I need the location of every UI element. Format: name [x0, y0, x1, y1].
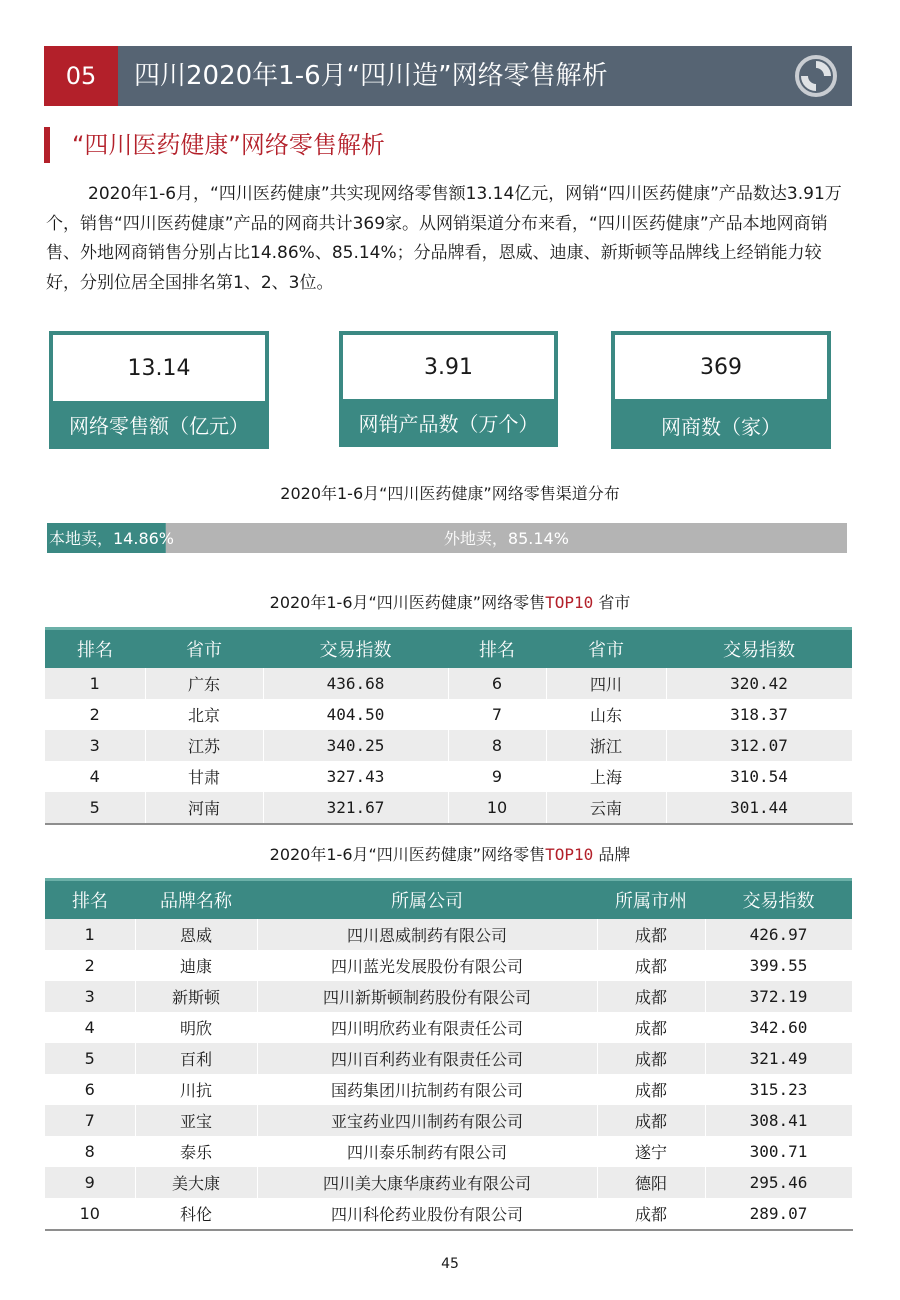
province-table-title [0, 590, 900, 613]
kpi-value: 369 [615, 335, 827, 399]
table-row [45, 1074, 852, 1105]
table-cell: 科伦 [135, 1198, 257, 1230]
table-cell: 泰乐 [135, 1136, 257, 1167]
table-cell: 山东 [546, 699, 666, 730]
table-cell: 3 [45, 981, 135, 1012]
column-header: 品牌名称 [135, 880, 257, 920]
table-row [45, 668, 852, 699]
table-cell: 美大康 [135, 1167, 257, 1198]
table-cell: 四川美大康华康药业有限公司 [257, 1167, 597, 1198]
table-cell: 成都 [597, 1105, 705, 1136]
column-header: 排名 [448, 629, 546, 669]
section-marker [44, 127, 50, 163]
title-highlight: TOP10 [545, 593, 594, 612]
table-row [45, 1136, 852, 1167]
table-cell: 5 [45, 792, 145, 824]
table-cell: 399.55 [705, 950, 852, 981]
table-cell: 河南 [145, 792, 263, 824]
kpi-label: 网商数（家） [661, 415, 781, 439]
table-cell: 四川明欣药业有限责任公司 [257, 1012, 597, 1043]
table-row [45, 761, 852, 792]
table-cell: 江苏 [145, 730, 263, 761]
title-prefix: 2020年1-6月“四川医药健康”网络零售 [269, 593, 546, 612]
table-cell: 289.07 [705, 1198, 852, 1230]
table-cell: 明欣 [135, 1012, 257, 1043]
kpi-card-merchants [611, 331, 831, 449]
title-highlight: TOP10 [545, 845, 594, 864]
table-cell: 遂宁 [597, 1136, 705, 1167]
title-suffix: 品牌 [598, 845, 631, 864]
table-row [45, 981, 852, 1012]
table-cell: 318.37 [666, 699, 852, 730]
column-header: 交易指数 [666, 629, 852, 669]
table-cell: 新斯顿 [135, 981, 257, 1012]
kpi-card-sales [49, 331, 269, 449]
table-cell: 4 [45, 1012, 135, 1043]
channel-chart-title: 2020年1-6月“四川医药健康”网络零售渠道分布 [280, 484, 620, 503]
table-cell: 312.07 [666, 730, 852, 761]
table-row [45, 1167, 852, 1198]
table-cell: 1 [45, 919, 135, 950]
kpi-card-products [339, 331, 558, 447]
table-cell: 7 [448, 699, 546, 730]
table-cell: 342.60 [705, 1012, 852, 1043]
table-row [45, 950, 852, 981]
table-cell: 321.49 [705, 1043, 852, 1074]
table-header-row [45, 880, 852, 920]
column-header: 省市 [546, 629, 666, 669]
table-cell: 327.43 [263, 761, 448, 792]
table-cell: 7 [45, 1105, 135, 1136]
table-cell: 2 [45, 699, 145, 730]
table-cell: 浙江 [546, 730, 666, 761]
table-cell: 成都 [597, 1012, 705, 1043]
table-cell: 295.46 [705, 1167, 852, 1198]
column-header: 交易指数 [705, 880, 852, 920]
table-cell: 成都 [597, 1043, 705, 1074]
table-cell: 2 [45, 950, 135, 981]
kpi-label: 网销产品数（万个） [358, 412, 539, 436]
table-cell: 404.50 [263, 699, 448, 730]
table-cell: 1 [45, 668, 145, 699]
table-cell: 成都 [597, 950, 705, 981]
table-cell: 308.41 [705, 1105, 852, 1136]
bar-label-local: 本地卖，14.86% [49, 529, 175, 548]
table-cell: 上海 [546, 761, 666, 792]
column-header: 所属市州 [597, 880, 705, 920]
table-cell: 3 [45, 730, 145, 761]
title-suffix: 省市 [598, 593, 631, 612]
intro-paragraph: 2020年1-6月，“四川医药健康”共实现网络零售额13.14亿元，网销“四川医药健康”产品数达3.91万个，销售“四川医药健康”产品的网商共计369家。从网销渠道分布来看，“四川医药健康”产品本地网商销售、外地网商销售分别占比14.86%、85.14%；分品牌看，恩威、迪康、新斯顿等品牌线上经销能力较好，分别位居全国排名第1、2、3位。 [46, 184, 842, 293]
table-row [45, 1043, 852, 1074]
table-cell: 北京 [145, 699, 263, 730]
table-cell: 6 [45, 1074, 135, 1105]
channel-bar-svg [47, 523, 847, 553]
table-cell: 5 [45, 1043, 135, 1074]
table-cell: 426.97 [705, 919, 852, 950]
table-cell: 436.68 [263, 668, 448, 699]
table-cell: 320.42 [666, 668, 852, 699]
table-cell: 广东 [145, 668, 263, 699]
table-row [45, 1012, 852, 1043]
table-row [45, 919, 852, 950]
table-row [45, 730, 852, 761]
page-number: 45 [441, 1256, 459, 1272]
table-cell: 8 [448, 730, 546, 761]
table-cell: 300.71 [705, 1136, 852, 1167]
chapter-number: 05 [44, 46, 118, 106]
table-cell: 迪康 [135, 950, 257, 981]
table-cell: 甘肃 [145, 761, 263, 792]
table-cell: 9 [45, 1167, 135, 1198]
table-cell: 321.67 [263, 792, 448, 824]
table-cell: 10 [45, 1198, 135, 1230]
table-cell: 德阳 [597, 1167, 705, 1198]
table-cell: 9 [448, 761, 546, 792]
table-cell: 四川科伦药业股份有限公司 [257, 1198, 597, 1230]
column-header: 排名 [45, 880, 135, 920]
table-cell: 云南 [546, 792, 666, 824]
table-row [45, 1198, 852, 1230]
table-cell: 亚宝 [135, 1105, 257, 1136]
section-title: “四川医药健康”网络零售解析 [72, 131, 385, 159]
kpi-value: 13.14 [53, 335, 265, 401]
kpi-label: 网络零售额（亿元） [69, 414, 249, 438]
table-cell: 四川百利药业有限责任公司 [257, 1043, 597, 1074]
table-cell: 成都 [597, 919, 705, 950]
table-cell: 10 [448, 792, 546, 824]
chapter-title: 四川2020年1-6月“四川造”网络零售解析 [134, 61, 608, 91]
table-cell: 成都 [597, 981, 705, 1012]
table-cell: 四川蓝光发展股份有限公司 [257, 950, 597, 981]
province-table [45, 627, 853, 825]
table-cell: 成都 [597, 1198, 705, 1230]
bar-label-remote: 外地卖，85.14% [443, 529, 569, 548]
table-cell: 6 [448, 668, 546, 699]
column-header: 排名 [45, 629, 145, 669]
table-cell: 310.54 [666, 761, 852, 792]
table-cell: 四川恩威制药有限公司 [257, 919, 597, 950]
table-cell: 川抗 [135, 1074, 257, 1105]
table-row [45, 699, 852, 730]
table-cell: 四川 [546, 668, 666, 699]
table-cell: 301.44 [666, 792, 852, 824]
table-cell: 四川泰乐制药有限公司 [257, 1136, 597, 1167]
column-header: 省市 [145, 629, 263, 669]
table-cell: 百利 [135, 1043, 257, 1074]
kpi-value: 3.91 [343, 335, 554, 399]
table-cell: 8 [45, 1136, 135, 1167]
table-row [45, 792, 852, 824]
table-cell: 372.19 [705, 981, 852, 1012]
table-cell: 315.23 [705, 1074, 852, 1105]
brand-table [45, 878, 853, 1231]
table-cell: 国药集团川抗制药有限公司 [257, 1074, 597, 1105]
title-prefix: 2020年1-6月“四川医药健康”网络零售 [269, 845, 546, 864]
column-header: 所属公司 [257, 880, 597, 920]
channel-chart [47, 523, 847, 553]
table-cell: 亚宝药业四川制药有限公司 [257, 1105, 597, 1136]
table-cell: 四川新斯顿制药股份有限公司 [257, 981, 597, 1012]
table-header-row [45, 629, 852, 669]
column-header: 交易指数 [263, 629, 448, 669]
table-row [45, 1105, 852, 1136]
logo-icon [794, 54, 838, 98]
table-cell: 340.25 [263, 730, 448, 761]
table-cell: 4 [45, 761, 145, 792]
brand-table-title [0, 842, 900, 865]
table-cell: 成都 [597, 1074, 705, 1105]
table-cell: 恩威 [135, 919, 257, 950]
